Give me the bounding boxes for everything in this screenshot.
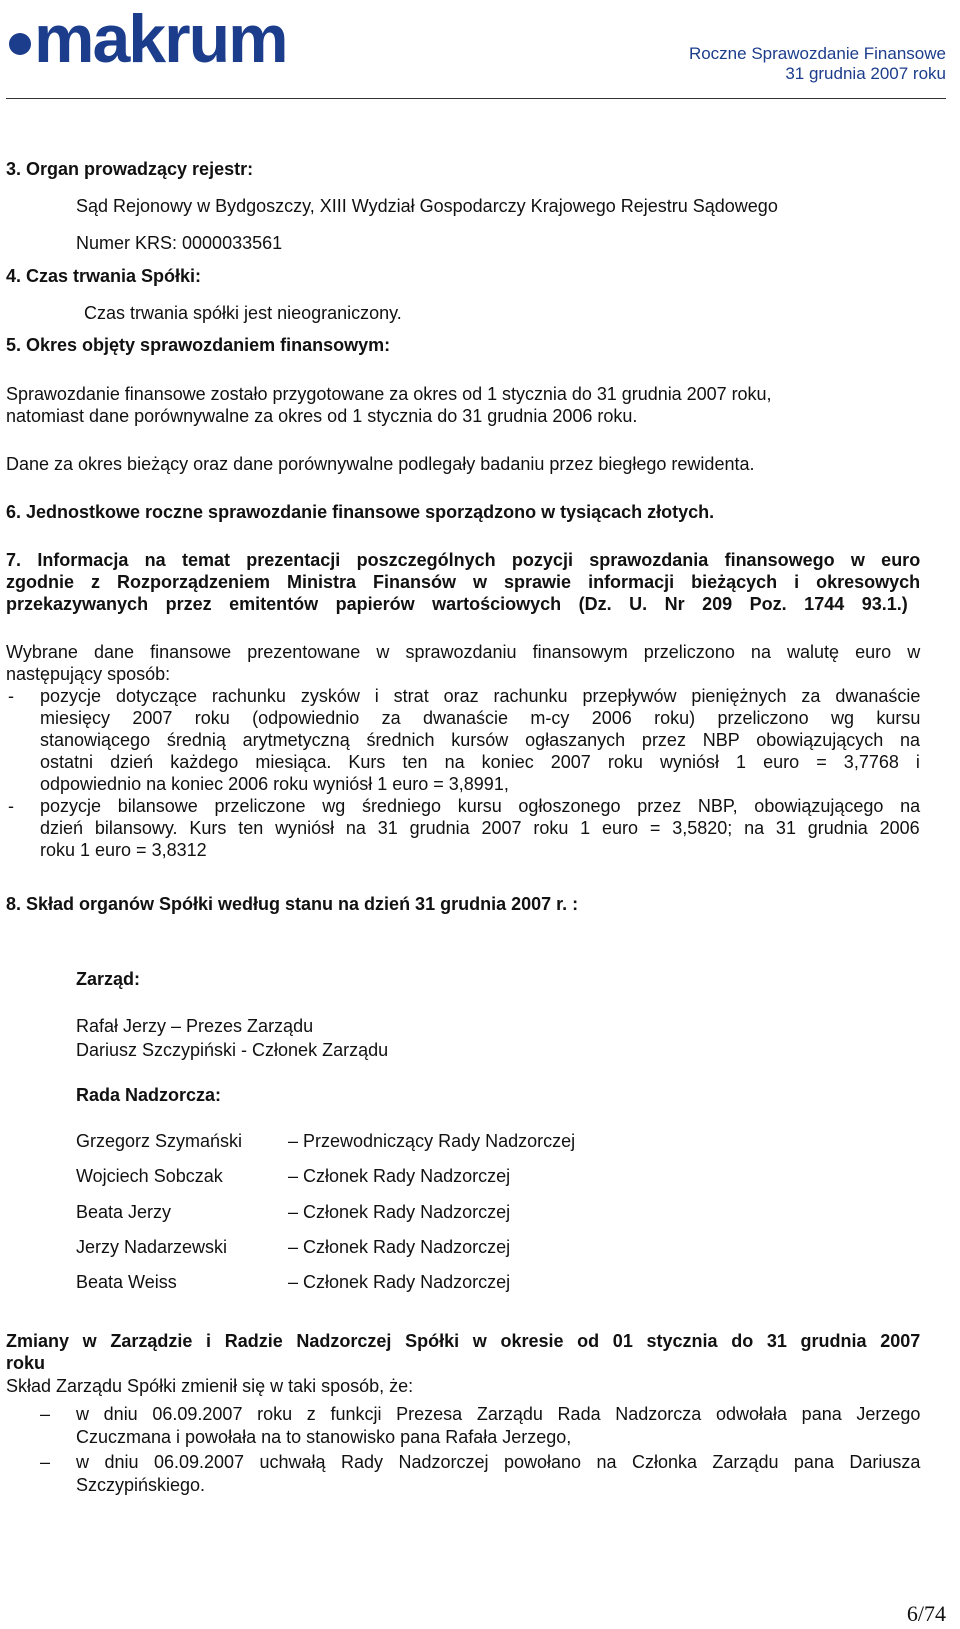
logo-text: makrum: [34, 4, 287, 72]
section-3-heading: 3. Organ prowadzący rejestr:: [6, 159, 254, 179]
section-7-bullet1-line5: odpowiednio na koniec 2006 roku wyniósł 1 euro = 3,8991,: [40, 774, 509, 794]
section-7-intro-line1: Wybrane dane finansowe prezentowane w sprawozdaniu finansowym przeliczono na walutę euro w: [6, 642, 921, 662]
section-4-heading: 4. Czas trwania Spółki:: [6, 266, 202, 286]
change-2-line2: Szczypińskiego.: [76, 1475, 206, 1495]
header-title-line2: 31 grudnia 2007 roku: [785, 64, 946, 83]
change-1-mark: –: [40, 1404, 51, 1424]
section-7-intro-line2: następujący sposób:: [6, 664, 171, 684]
changes-heading-line2: roku: [6, 1353, 46, 1373]
page-number: 6/74: [906, 1601, 946, 1626]
section-7-bullet1-mark: -: [8, 686, 14, 706]
change-1-line1: w dniu 06.09.2007 roku z funkcji Prezesa Zarządu Rada Nadzorcza odwołała pana Jerzego: [76, 1404, 921, 1424]
rada-member-role: – Członek Rady Nadzorczej: [288, 1237, 511, 1257]
zarzad-member: Dariusz Szczypiński - Członek Zarządu: [76, 1040, 389, 1060]
rada-member-name: Beata Weiss: [76, 1272, 177, 1292]
changes-heading-line1: Zmiany w Zarządzie i Radzie Nadzorczej Spółki w okresie od 01 stycznia do 31 grudnia 2007: [6, 1331, 921, 1351]
section-7-heading-line3: przekazywanych przez emitentów papierów wartościowych (Dz. U. Nr 209 Poz. 1744 93.1.): [6, 594, 908, 614]
section-7-bullet1-line1: pozycje dotyczące rachunku zysków i strat oraz rachunku przepływów pieniężnych za dwanaście: [40, 686, 921, 706]
section-7-heading-line2: zgodnie z Rozporządzeniem Ministra Finansów w sprawie informacji bieżących i okresowych: [6, 572, 921, 592]
header-title: [689, 44, 946, 84]
rada-member-name: Beata Jerzy: [76, 1202, 172, 1222]
rada-member-name: Grzegorz Szymański: [76, 1131, 243, 1151]
rada-heading: Rada Nadzorcza:: [76, 1085, 222, 1105]
rada-member-name: Jerzy Nadarzewski: [76, 1237, 228, 1257]
change-2-line1: w dniu 06.09.2007 uchwałą Rady Nadzorczej powołano na Członka Zarządu pana Dariusza: [76, 1452, 921, 1472]
section-5-para1-line1: Sprawozdanie finansowe zostało przygotowane za okres od 1 stycznia do 31 grudnia 2007 roku,: [6, 384, 772, 404]
rada-member-name: Wojciech Sobczak: [76, 1166, 223, 1186]
change-1-line2: Czuczmana i powołała na to stanowisko pana Rafała Jerzego,: [76, 1427, 572, 1447]
rada-member-role: – Członek Rady Nadzorczej: [288, 1272, 511, 1292]
section-4-text: Czas trwania spółki jest nieograniczony.: [84, 303, 402, 323]
header-title-line1: Roczne Sprawozdanie Finansowe: [688, 44, 946, 63]
section-3-krs: Numer KRS: 0000033561: [76, 233, 283, 253]
section-5-para1-line2: natomiast dane porównywalne za okres od 1 stycznia do 31 grudnia 2006 roku.: [6, 406, 638, 426]
zarzad-member: Rafał Jerzy – Prezes Zarządu: [76, 1016, 314, 1036]
header-divider: [6, 98, 946, 99]
section-7-bullet1-line2: miesięcy 2007 roku (odpowiednio za dwanaście m-cy 2006 roku) przeliczono wg kursu: [40, 708, 921, 728]
section-7-bullet2-line3: roku 1 euro = 3,8312: [40, 840, 207, 860]
section-7-bullet2-line1: pozycje bilansowe przeliczone wg średniego kursu ogłoszonego przez NBP, obowiązującego na: [40, 796, 921, 816]
section-6-heading: 6. Jednostkowe roczne sprawozdanie finansowe sporządzono w tysiącach złotych.: [6, 502, 715, 522]
rada-member-role: – Przewodniczący Rady Nadzorczej: [288, 1131, 576, 1151]
section-5-para2: Dane za okres bieżący oraz dane porównywalne podlegały badaniu przez biegłego rewidenta.: [6, 454, 755, 474]
makrum-logo: [4, 4, 384, 72]
section-3-court: Sąd Rejonowy w Bydgoszczy, XIII Wydział Gospodarczy Krajowego Rejestru Sądowego: [76, 196, 778, 216]
section-7-bullet1-line3: stanowiącego średnią arytmetyczną średnich kursów ogłaszanych przez NBP obowiązujących na: [40, 730, 921, 750]
section-7-bullet1-line4: ostatni dzień każdego miesiąca. Kurs ten na koniec 2007 roku wyniósł 1 euro = 3,7768 i: [40, 752, 920, 772]
section-7-heading-line1: 7. Informacja na temat prezentacji poszczególnych pozycji sprawozdania finansowego w euro: [6, 550, 921, 570]
changes-intro: Skład Zarządu Spółki zmienił się w taki sposób, że:: [6, 1376, 414, 1396]
section-8-heading: 8. Skład organów Spółki według stanu na dzień 31 grudnia 2007 r. :: [6, 894, 579, 914]
rada-member-role: – Członek Rady Nadzorczej: [288, 1166, 511, 1186]
change-2-mark: –: [40, 1452, 51, 1472]
section-7-bullet2-mark: -: [8, 796, 14, 816]
page-header: [0, 0, 960, 102]
section-7-bullet2-line2: dzień bilansowy. Kurs ten wyniósł na 31 grudnia 2007 roku 1 euro = 3,5820; na 31 grudnia 2006: [40, 818, 920, 838]
section-5-heading: 5. Okres objęty sprawozdaniem finansowym:: [6, 335, 391, 355]
zarzad-heading: Zarząd:: [76, 969, 141, 989]
rada-member-role: – Członek Rady Nadzorczej: [288, 1202, 511, 1222]
